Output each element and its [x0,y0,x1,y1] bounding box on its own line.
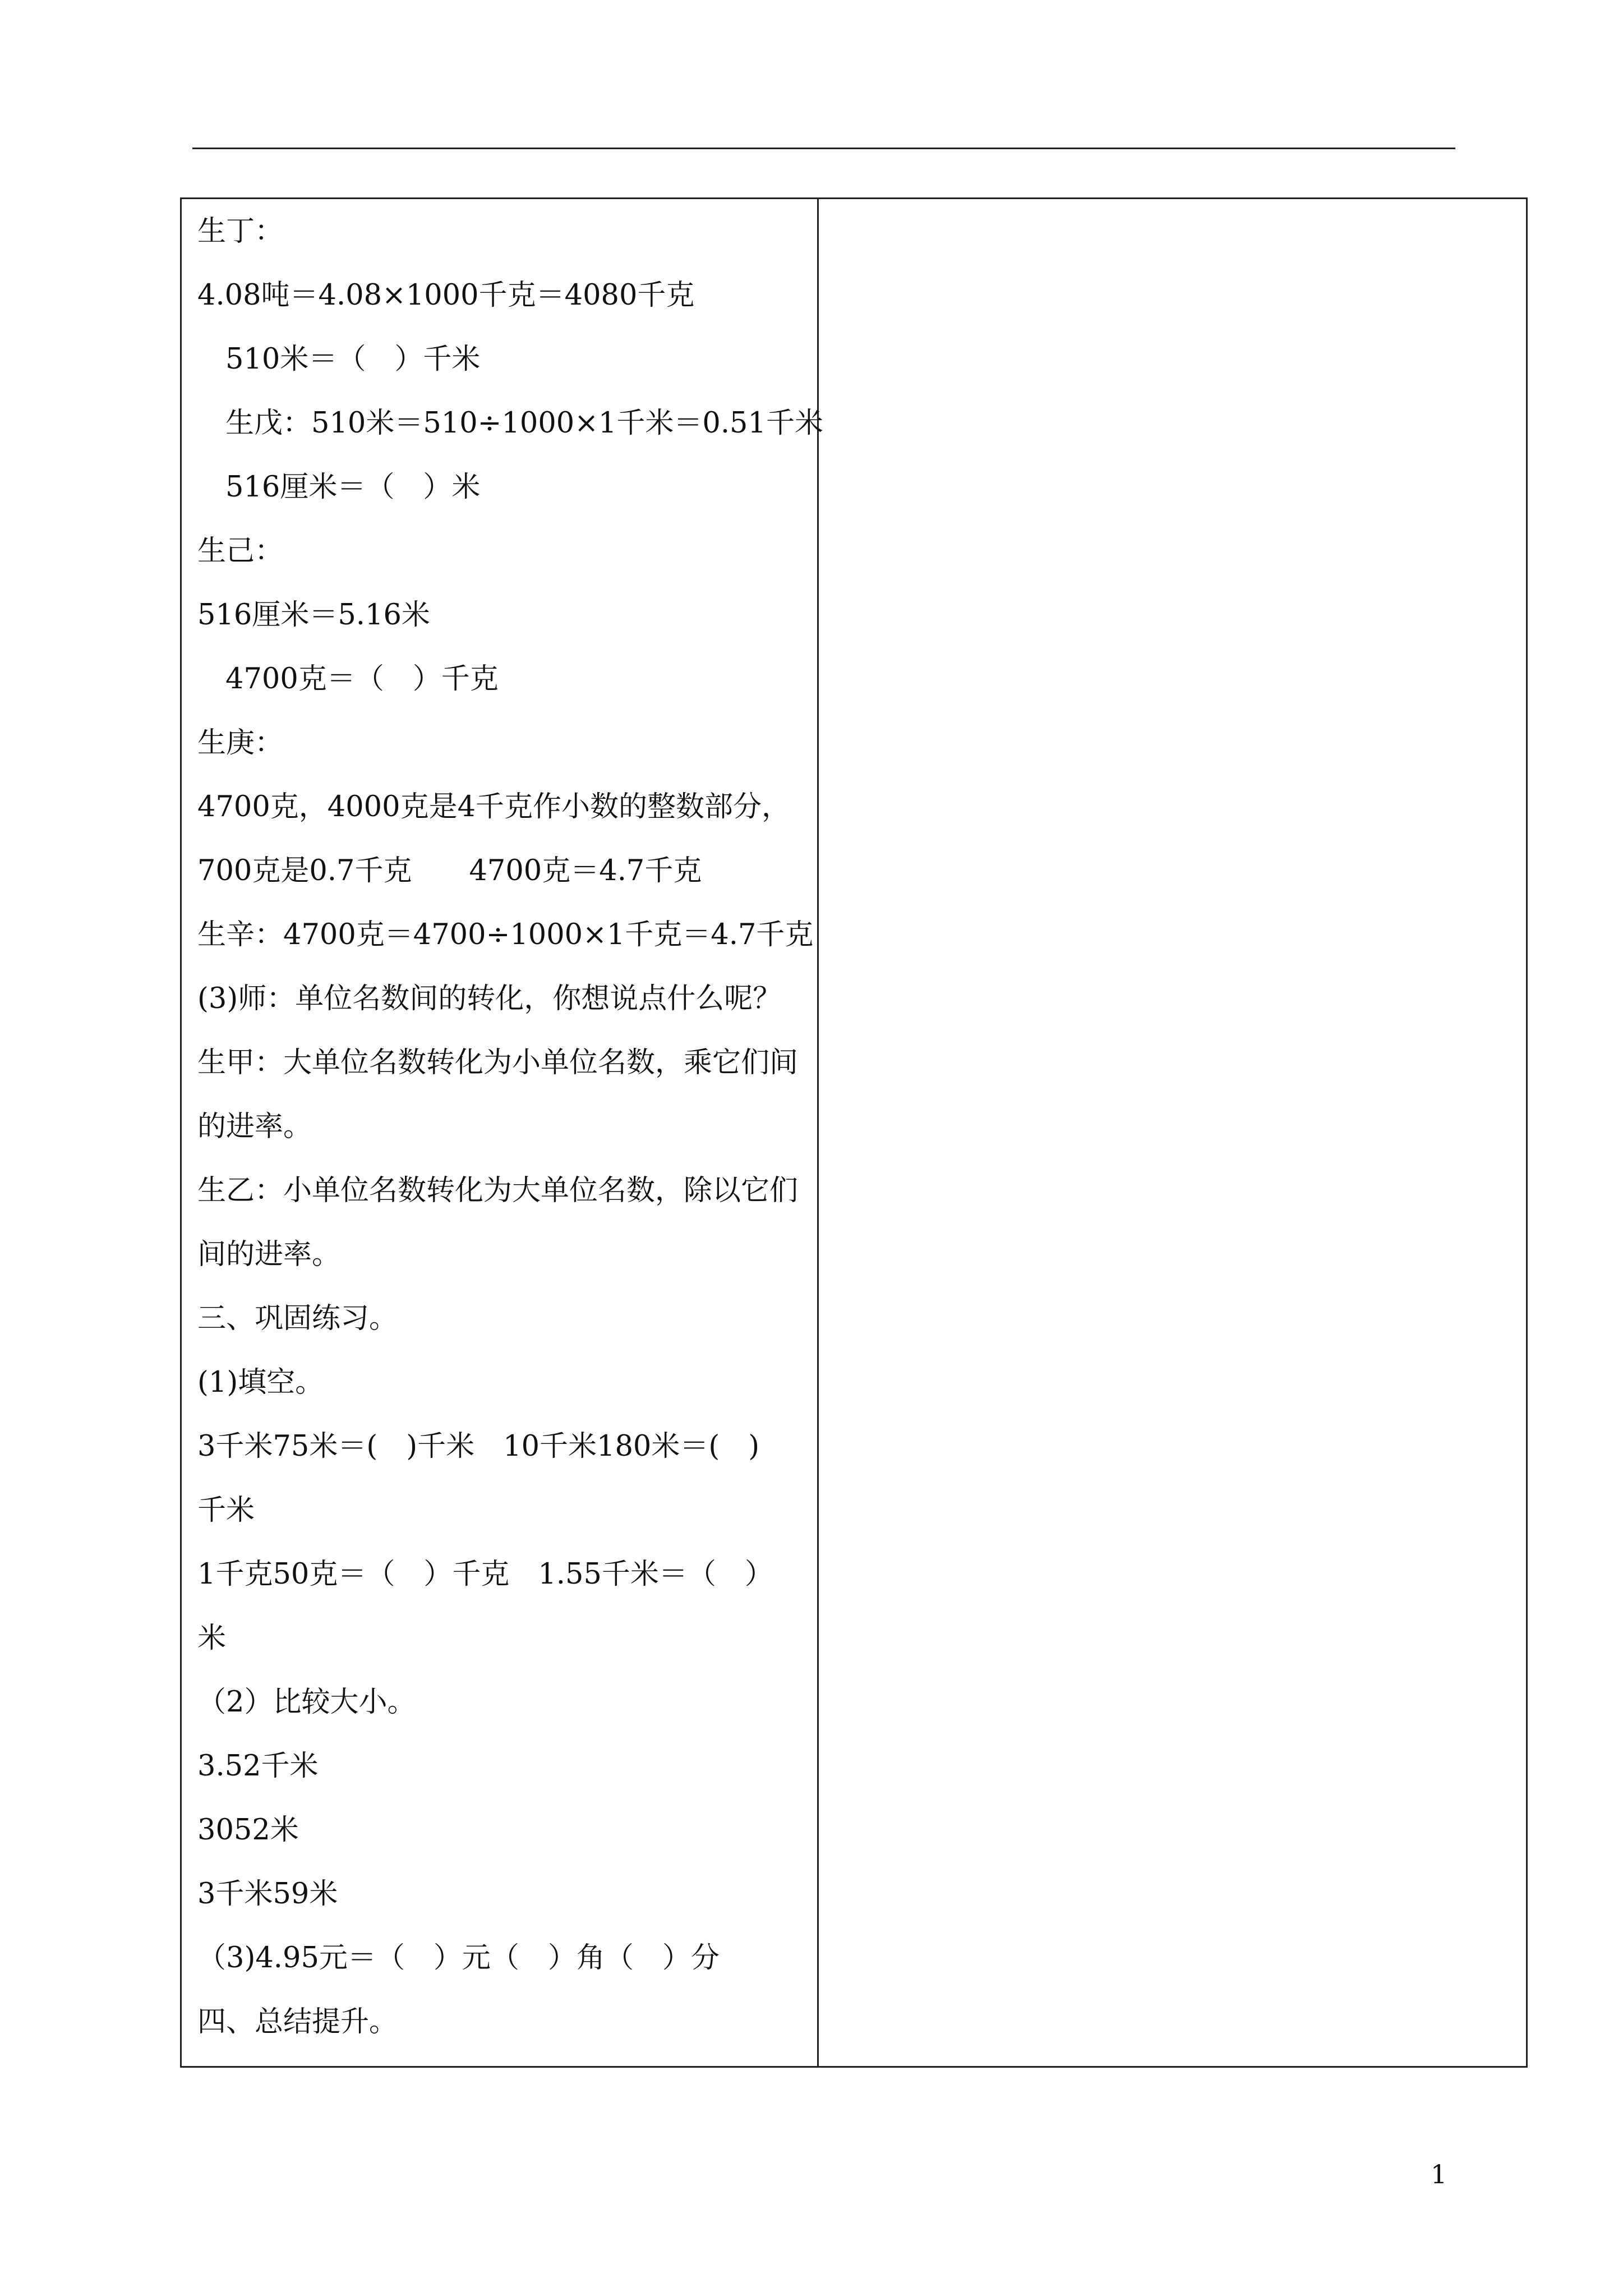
text-line: 3千米59米 [197,1878,338,1911]
text-line: 四、总结提升。 [197,2005,398,2039]
text-line: 生丁： [197,215,284,248]
text-line: 3052米 [197,1814,299,1847]
header-rule [192,148,1455,149]
text-line: 3.52千米 [197,1750,319,1783]
text-line: 生戊：510米＝510÷1000×1千米＝0.51千米 [225,407,823,440]
notes-cell [819,199,1526,2066]
text-line: 生甲：大单位名数转化为小单位名数，乘它们间 [197,1046,799,1079]
text-line: （2）比较大小。 [197,1686,416,1719]
text-line: (1)填空。 [197,1366,324,1399]
text-line: 生辛：4700克＝4700÷1000×1千克＝4.7千克 [197,918,814,951]
text-line: 4700克，4000克是4千克作小数的整数部分， [197,790,791,823]
text-line: 4.08吨＝4.08×1000千克＝4080千克 [197,279,695,312]
text-line: 三、巩固练习。 [197,1302,398,1335]
text-line: 的进率。 [197,1110,312,1143]
text-line: 516厘米＝（ ）米 [225,471,481,504]
text-line: 间的进率。 [197,1238,341,1271]
text-line: 米 [197,1622,227,1655]
page-number: 1 [1431,2159,1447,2189]
text-line: (3)师：单位名数间的转化，你想说点什么呢？ [197,982,782,1015]
text-line: 3千米75米＝( )千米 10千米180米＝( ) [197,1430,760,1463]
text-line: 1千克50克＝（ ）千克 1.55千米＝（ ） [197,1558,773,1591]
text-line: 千米 [197,1494,255,1527]
text-line: 生庚： [197,726,284,760]
text-line: 510米＝（ ）千米 [225,343,481,376]
text-line: 4700克＝（ ）千克 [225,662,499,696]
text-line: 生乙：小单位名数转化为大单位名数，除以它们 [197,1174,799,1207]
lesson-table [180,197,1528,2068]
text-line: （3)4.95元＝（ ）元（ ）角（ ）分 [197,1941,720,1975]
text-line: 700克是0.7千克 4700克＝4.7千克 [197,854,702,887]
text-line: 生己： [197,535,284,568]
lesson-content-cell [182,199,823,2066]
text-line: 516厘米＝5.16米 [197,599,430,632]
